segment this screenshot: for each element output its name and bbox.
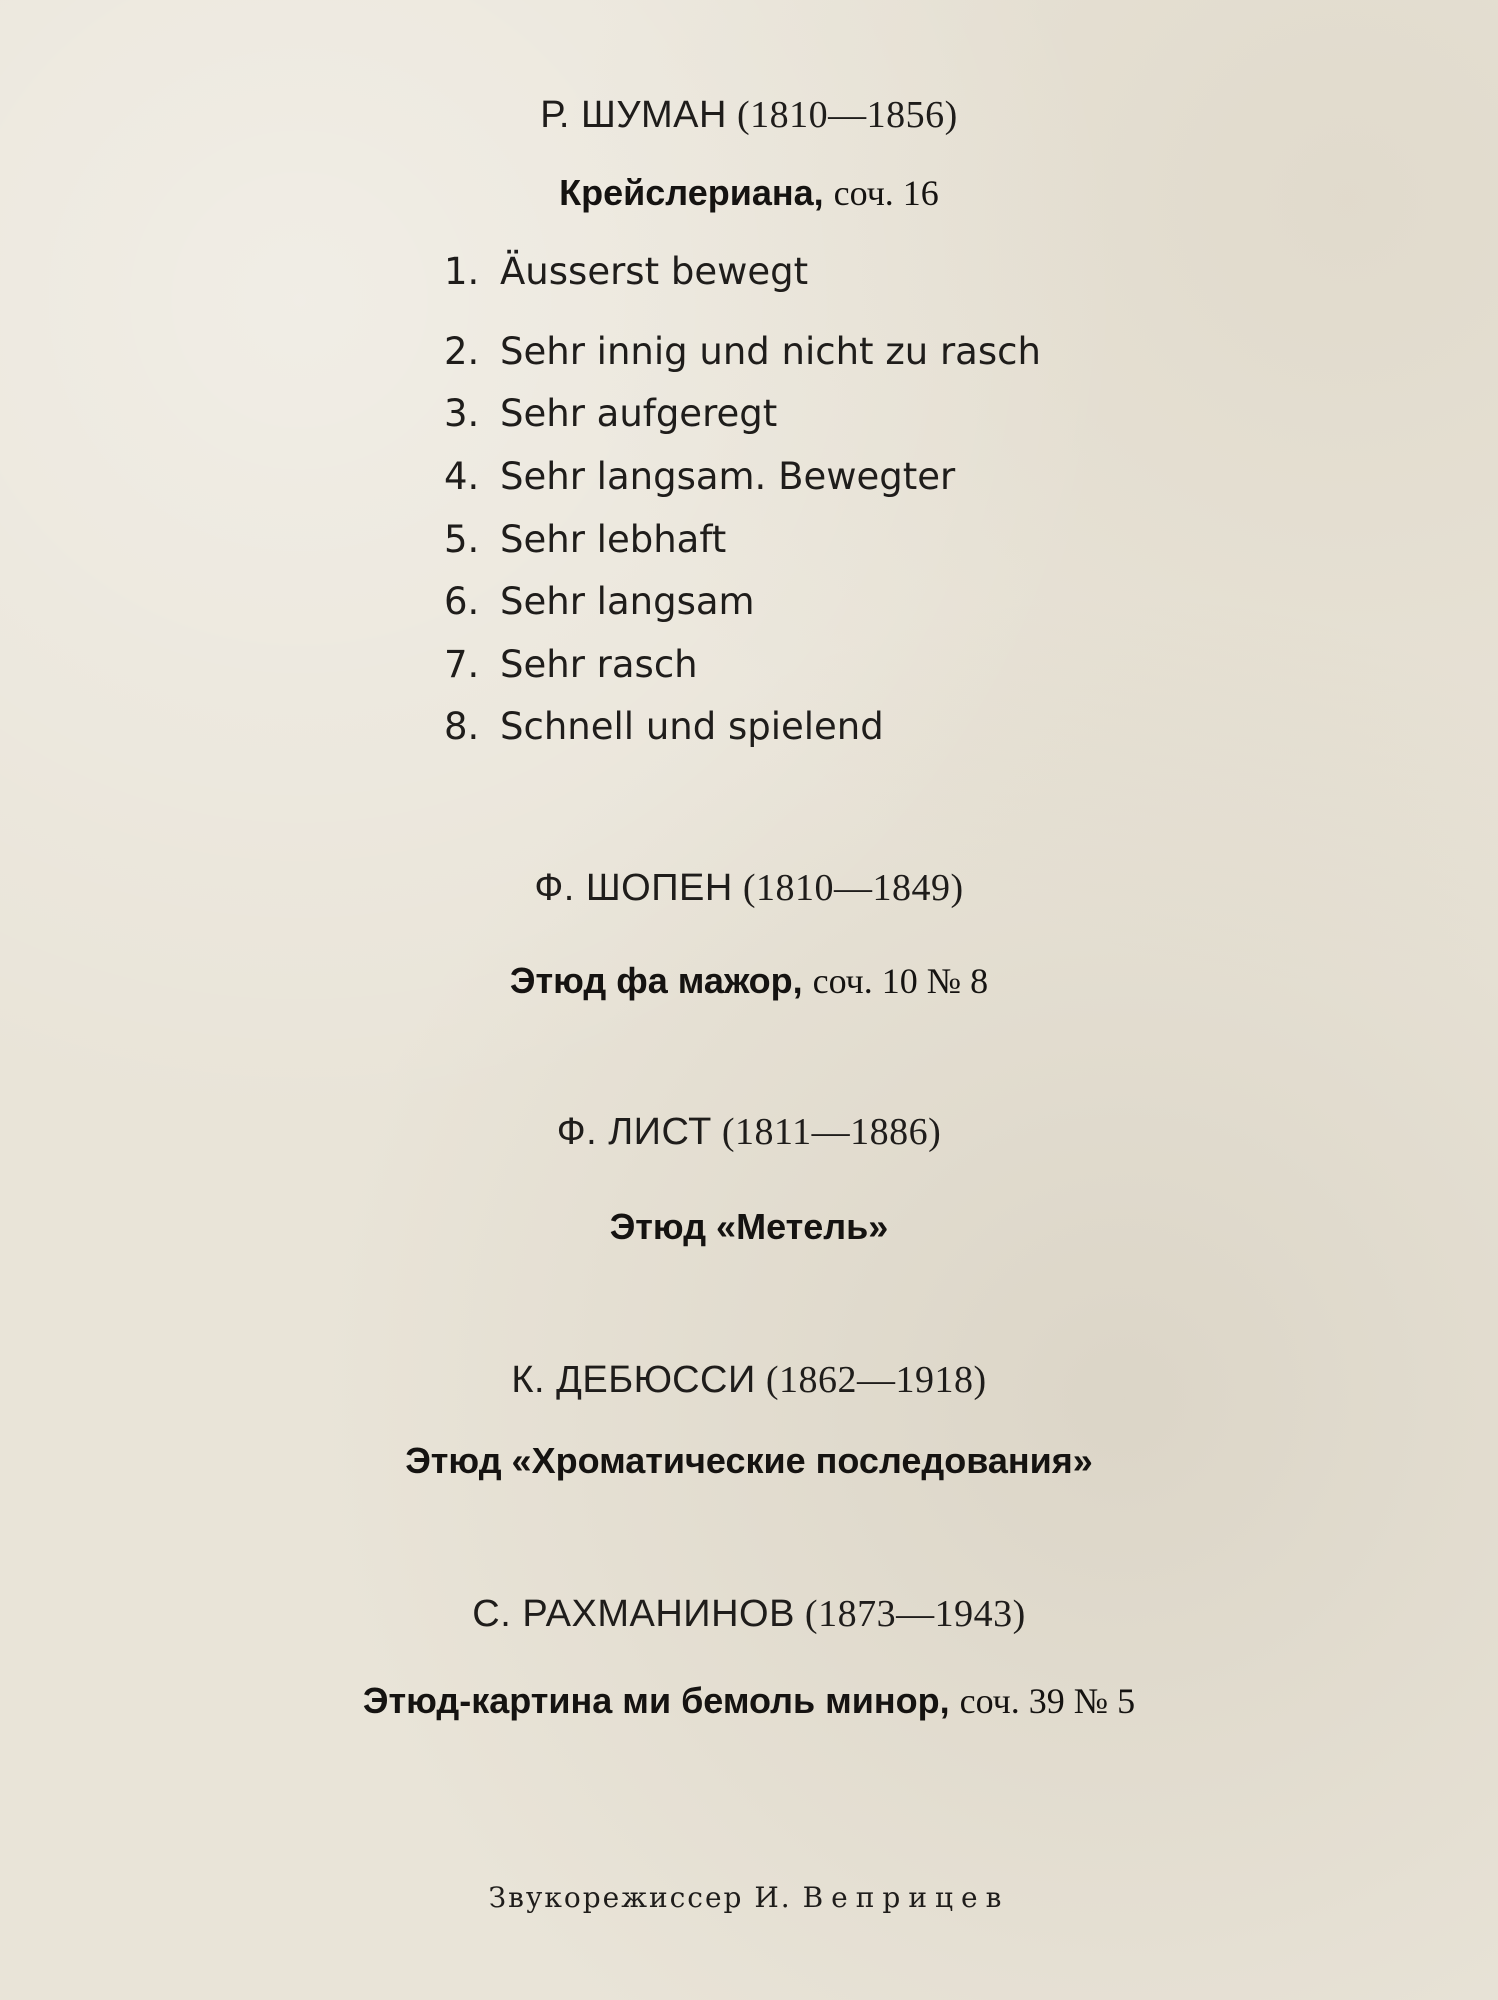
movement-number: 3. (444, 392, 480, 435)
work-title: Крейслериана, (559, 172, 824, 213)
credit-role: Звукорежиссер (488, 1881, 744, 1914)
composer-chopin (0, 866, 1498, 910)
movement-title: Äusserst bewegt (500, 250, 809, 293)
composer-rachmaninov (0, 1592, 1498, 1636)
list-item (444, 518, 726, 561)
composer-years: (1862—1918) (765, 1359, 987, 1401)
movement-title: Schnell und spielend (500, 705, 884, 748)
movement-number: 8. (444, 705, 480, 748)
movement-number: 6. (444, 580, 480, 623)
movement-number: 4. (444, 455, 480, 498)
work-liszt-etude (0, 1206, 1498, 1248)
movement-title: Sehr langsam. Bewegter (500, 455, 956, 498)
movement-number: 1. (444, 250, 480, 293)
work-title: Этюд «Хроматические последования» (405, 1440, 1093, 1481)
work-chopin-etude (0, 960, 1498, 1002)
movement-title: Sehr lebhaft (500, 518, 727, 561)
composer-name: Ф. ШОПЕН (534, 867, 733, 909)
list-item (444, 455, 955, 498)
credit-surname: Веприцев (802, 1881, 1010, 1914)
work-kreisleriana (0, 172, 1498, 214)
list-item (444, 643, 698, 686)
work-title: Этюд фа мажор, (509, 960, 803, 1001)
composer-liszt (0, 1110, 1498, 1154)
composer-years: (1873—1943) (804, 1593, 1026, 1635)
movement-number: 2. (444, 330, 480, 373)
composer-name: К. ДЕБЮССИ (511, 1359, 756, 1401)
movement-number: 7. (444, 643, 480, 686)
movement-title: Sehr innig und nicht zu rasch (500, 330, 1041, 373)
composer-schumann (0, 93, 1498, 137)
composer-name: Ф. ЛИСТ (556, 1111, 712, 1153)
movement-number: 5. (444, 518, 480, 561)
work-rachmaninov-etude (0, 1680, 1498, 1722)
movement-title: Sehr rasch (500, 643, 698, 686)
list-item (444, 250, 808, 293)
list-item (444, 330, 1041, 373)
work-title: Этюд «Метель» (609, 1206, 889, 1247)
list-item (444, 392, 777, 435)
movement-title: Sehr langsam (500, 580, 755, 623)
composer-years: (1810—1856) (736, 94, 958, 136)
work-opus: соч. 16 (833, 173, 939, 213)
sound-engineer-credit (0, 1881, 1498, 1914)
composer-name: Р. ШУМАН (540, 94, 727, 136)
composer-years: (1811—1886) (721, 1111, 942, 1153)
credit-initial: И. (754, 1881, 792, 1914)
movement-title: Sehr aufgeregt (500, 392, 778, 435)
composer-debussy (0, 1358, 1498, 1402)
composer-years: (1810—1849) (742, 867, 964, 909)
work-title: Этюд-картина ми бемоль минор, (362, 1680, 950, 1721)
composer-name: С. РАХМАНИНОВ (472, 1593, 795, 1635)
list-item (444, 580, 755, 623)
work-opus: соч. 10 № 8 (812, 961, 989, 1001)
work-opus: соч. 39 № 5 (959, 1681, 1136, 1721)
list-item (444, 705, 884, 748)
work-debussy-etude (0, 1440, 1498, 1482)
